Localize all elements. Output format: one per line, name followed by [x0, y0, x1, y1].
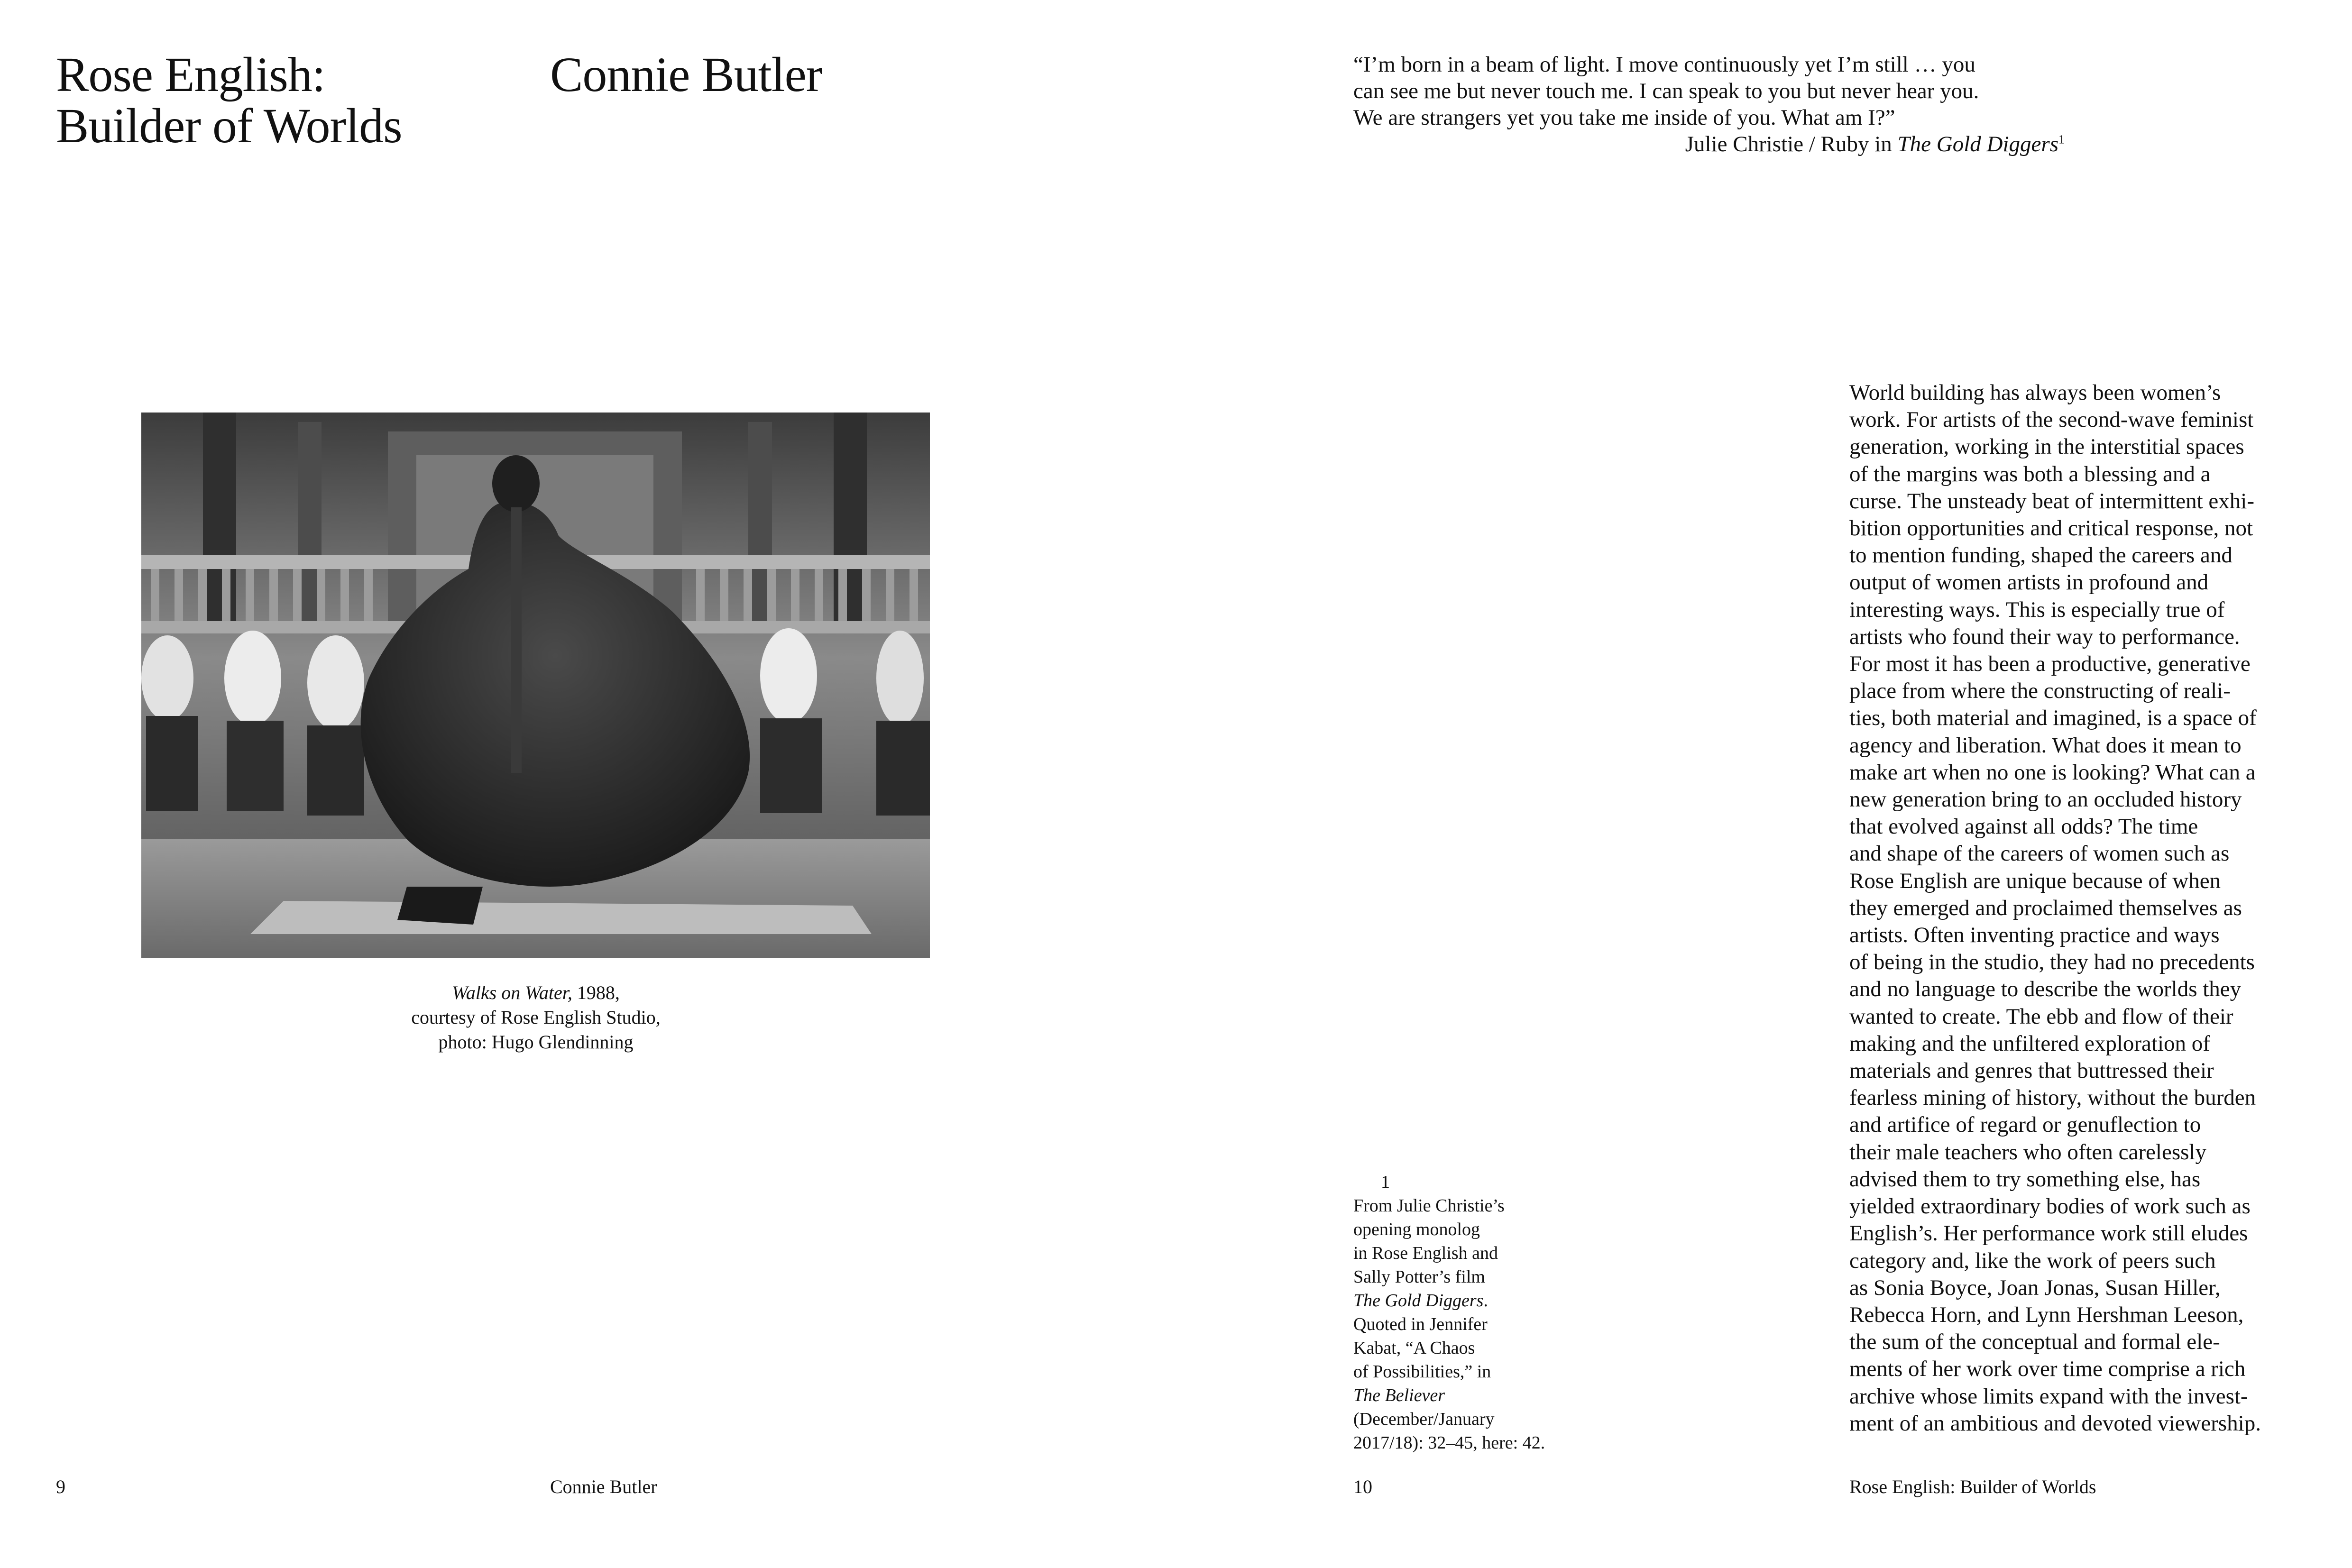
body-line: and shape of the careers of women such as: [1849, 841, 2230, 866]
attribution-text: Julie Christie / Ruby in: [1685, 132, 1898, 156]
footnote-line: Kabat, “A Chaos: [1353, 1338, 1475, 1358]
body-line: as Sonia Boyce, Joan Jonas, Susan Hiller,: [1849, 1275, 2221, 1300]
caption-line-3: photo: Hugo Glendinning: [438, 1031, 634, 1053]
body-line: English’s. Her performance work still eludes: [1849, 1221, 2248, 1246]
body-line: artists. Often inventing practice and ways: [1849, 923, 2220, 948]
footnote-journal-line: [1353, 1384, 1619, 1407]
body-line: category and, like the work of peers such: [1849, 1248, 2216, 1273]
body-line: of being in the studio, they had no precedents: [1849, 950, 2255, 975]
footnote-film-title: The Gold Diggers: [1353, 1291, 1484, 1311]
body-line: the sum of the conceptual and formal ele-: [1849, 1330, 2220, 1355]
body-line: interesting ways. This is especially true of: [1849, 597, 2225, 622]
essay-body: [1849, 379, 2324, 1437]
body-line: to mention funding, shaped the careers and: [1849, 543, 2233, 568]
epigraph-line-2: can see me but never touch me. I can speak to you but never hear you.: [1353, 79, 1979, 103]
footnote-number: 1: [1381, 1172, 1390, 1192]
footnote: [1353, 1170, 1619, 1455]
body-line: fearless mining of history, without the burden: [1849, 1085, 2256, 1110]
essay-title: [56, 49, 530, 152]
epigraph-attribution: [1353, 131, 2065, 157]
body-line: of the margins was both a blessing and a: [1849, 461, 2211, 486]
body-line: agency and liberation. What does it mean to: [1849, 733, 2242, 758]
author-name: Connie Butler: [550, 47, 822, 102]
body-line: materials and genres that buttressed their: [1849, 1058, 2214, 1083]
title-line-2: Builder of Worlds: [56, 99, 402, 153]
caption-work-title: Walks on Water,: [452, 982, 572, 1003]
body-line: place from where the constructing of reali-: [1849, 679, 2231, 704]
left-running-head: Connie Butler: [550, 1476, 657, 1497]
footnote-reference: 1: [2058, 132, 2065, 147]
right-running-head: Rose English: Builder of Worlds: [1849, 1476, 2096, 1497]
body-line: ment of an ambitious and devoted viewership.: [1849, 1411, 2261, 1436]
body-line: new generation bring to an occluded history: [1849, 787, 2242, 812]
performance-photo-illustration: [141, 413, 930, 958]
footnote-line: (December/January: [1353, 1409, 1495, 1429]
body-line: they emerged and proclaimed themselves as: [1849, 895, 2242, 920]
body-line: advised them to try something else, has: [1849, 1166, 2201, 1192]
epigraph-line-1: “I’m born in a beam of light. I move continuously yet I’m still … you: [1353, 52, 1975, 77]
footnote-film-period: .: [1483, 1291, 1488, 1311]
body-line: yielded extraordinary bodies of work such as: [1849, 1194, 2251, 1219]
footnote-line: Quoted in Jennifer: [1353, 1314, 1488, 1334]
caption-line-1: [332, 981, 740, 1005]
body-line: ties, both material and imagined, is a space of: [1849, 706, 2257, 731]
caption-year: 1988,: [572, 982, 620, 1003]
body-line: archive whose limits expand with the invest-: [1849, 1384, 2248, 1409]
footnote-film-line: [1353, 1289, 1619, 1312]
footnote-line: of Possibilities,” in: [1353, 1362, 1491, 1382]
body-line: make art when no one is looking? What can a: [1849, 760, 2256, 785]
body-line: generation, working in the interstitial spaces: [1849, 434, 2244, 459]
body-line: making and the unfiltered exploration of: [1849, 1031, 2210, 1056]
epigraph-line-3: We are strangers yet you take me inside of you. What am I?”: [1353, 105, 1895, 130]
title-line-1: Rose English:: [56, 47, 325, 102]
body-line: output of women artists in profound and: [1849, 570, 2209, 595]
caption-line-2: courtesy of Rose English Studio,: [411, 1007, 661, 1028]
body-line: wanted to create. The ebb and flow of their: [1849, 1004, 2233, 1029]
body-line: World building has always been women’s: [1849, 380, 2221, 405]
epigraph: [1353, 51, 2065, 157]
body-line: curse. The unsteady beat of intermittent exhi-: [1849, 488, 2254, 513]
left-folio-number: 9: [56, 1476, 65, 1497]
footnote-line: 2017/18): 32–45, here: 42.: [1353, 1433, 1545, 1453]
right-folio-number: 10: [1353, 1476, 1372, 1497]
footnote-line: opening monolog: [1353, 1220, 1480, 1239]
photo-caption: [332, 981, 740, 1055]
body-line: Rose English are unique because of when: [1849, 868, 2221, 893]
footnote-line: in Rose English and: [1353, 1243, 1498, 1263]
attribution-film: The Gold Diggers: [1897, 132, 2058, 156]
footnote-line: Sally Potter’s film: [1353, 1267, 1485, 1287]
footnote-journal: The Believer: [1353, 1385, 1445, 1405]
body-line: For most it has been a productive, generative: [1849, 651, 2251, 677]
body-line: that evolved against all odds? The time: [1849, 814, 2198, 839]
body-line: ments of her work over time comprise a rich: [1849, 1357, 2246, 1382]
body-line: their male teachers who often carelessly: [1849, 1139, 2206, 1165]
body-line: and artifice of regard or genuflection to: [1849, 1112, 2201, 1137]
body-line: Rebecca Horn, and Lynn Hershman Leeson,: [1849, 1302, 2244, 1327]
body-line: work. For artists of the second-wave feminist: [1849, 407, 2254, 432]
performance-photo: [141, 413, 930, 958]
body-line: and no language to describe the worlds they: [1849, 977, 2242, 1002]
body-line: bition opportunities and critical response, not: [1849, 516, 2253, 541]
body-line: artists who found their way to performance.: [1849, 624, 2240, 649]
footnote-line: From Julie Christie’s: [1353, 1196, 1505, 1216]
